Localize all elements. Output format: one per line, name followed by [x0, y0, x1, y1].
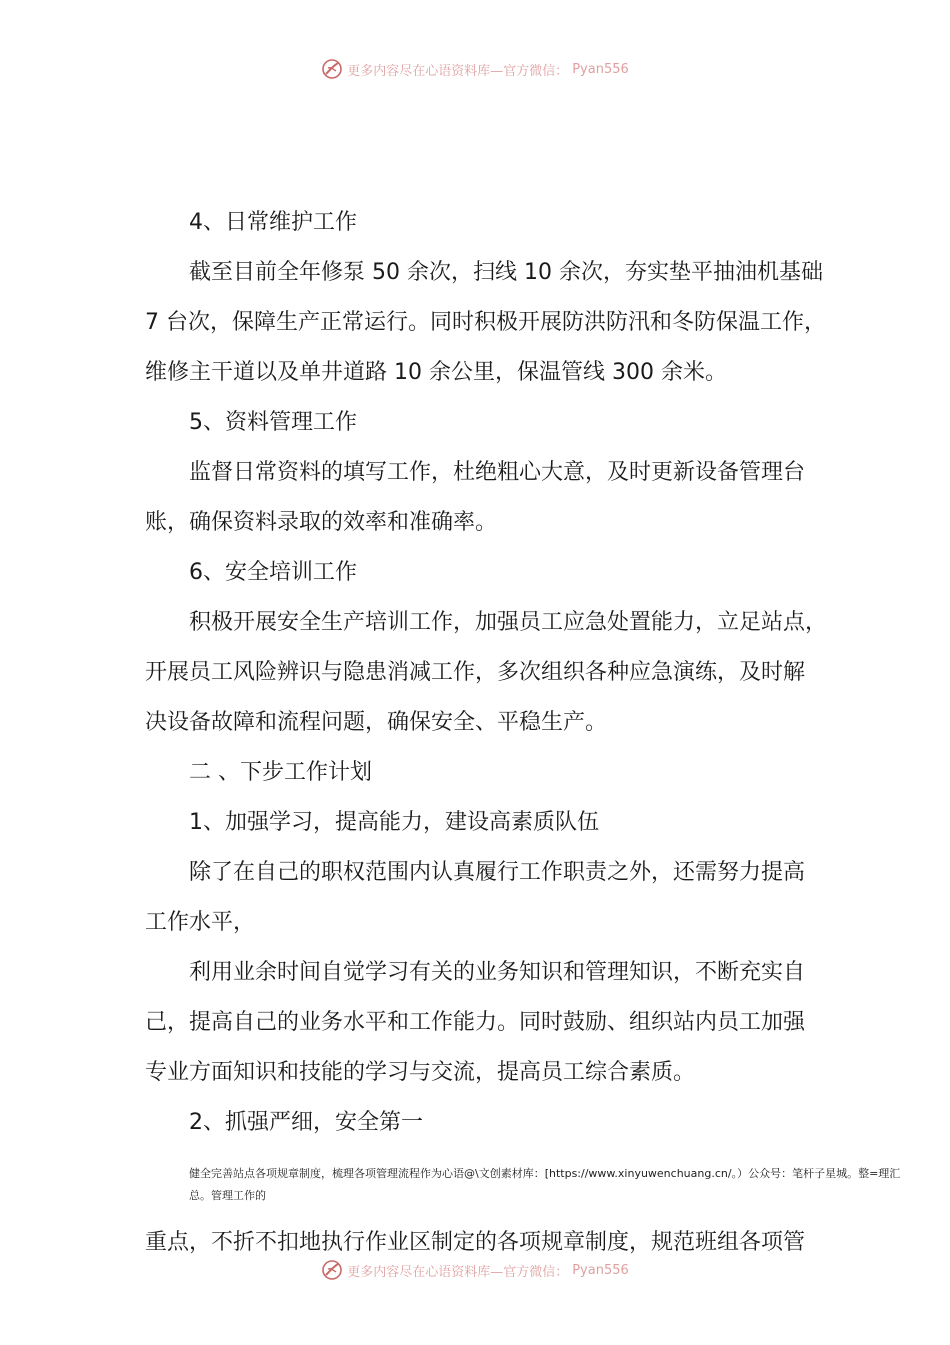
inserted-note-line: 健全完善站点各项规章制度，梳理各项管理流程作为心语@\文创素材库：[https://www.xinyuwenchuang.cn/。）公众号：笔杆子星城。整=理汇 — [189, 1167, 901, 1180]
heading-safety-first: 2、抓强严细，安全第一 — [189, 1110, 423, 1135]
text-line: 截至目前全年修泵 50 余次，扫线 10 余次，夯实垫平抽油机基础 — [189, 260, 823, 285]
watermark-text: 更多内容尽在心语资料库—官方微信： — [347, 63, 569, 79]
heading-daily-maintenance: 4、日常维护工作 — [189, 210, 357, 235]
text-line: 监督日常资料的填写工作，杜绝粗心大意，及时更新设备管理台 — [189, 460, 806, 485]
text-line: 工作水平， — [145, 910, 256, 935]
text-line: 专业方面知识和技能的学习与交流，提高员工综合素质。 — [145, 1060, 696, 1085]
heading-next-plan: 二 、下步工作计划 — [189, 760, 372, 785]
brush-logo-icon — [321, 58, 343, 80]
watermark-id: Pyan556 — [572, 61, 629, 77]
header-watermark — [0, 58, 950, 80]
text-line: 利用业余时间自觉学习有关的业务知识和管理知识，不断充实自 — [189, 960, 806, 985]
inserted-note-line: 总。管理工作的 — [189, 1189, 266, 1202]
text-line: 维修主干道以及单井道路 10 余公里，保温管线 300 余米。 — [145, 360, 727, 385]
text-line: 决设备故障和流程问题，确保安全、平稳生产。 — [145, 710, 608, 735]
brush-logo-icon — [321, 1259, 343, 1281]
text-line: 开展员工风险辨识与隐患消减工作，多次组织各种应急演练，及时解 — [145, 660, 806, 685]
text-line: 己，提高自己的业务水平和工作能力。同时鼓励、组织站内员工加强 — [145, 1010, 806, 1035]
text-line: 重点，不折不扣地执行作业区制定的各项规章制度，规范班组各项管 — [145, 1230, 806, 1255]
text-line: 账，确保资料录取的效率和准确率。 — [145, 510, 498, 535]
watermark-id: Pyan556 — [572, 1262, 629, 1278]
heading-data-management: 5、资料管理工作 — [189, 410, 357, 435]
heading-strengthen-learning: 1、加强学习，提高能力，建设高素质队伍 — [189, 810, 599, 835]
heading-safety-training: 6、安全培训工作 — [189, 560, 357, 585]
footer-watermark — [0, 1259, 950, 1281]
text-line: 7 台次，保障生产正常运行。同时积极开展防洪防汛和冬防保温工作， — [145, 310, 826, 335]
text-line: 除了在自己的职权范围内认真履行工作职责之外，还需努力提高 — [189, 860, 806, 885]
text-line: 积极开展安全生产培训工作，加强员工应急处置能力，立足站点， — [189, 610, 828, 635]
watermark-text: 更多内容尽在心语资料库—官方微信： — [347, 1264, 569, 1280]
